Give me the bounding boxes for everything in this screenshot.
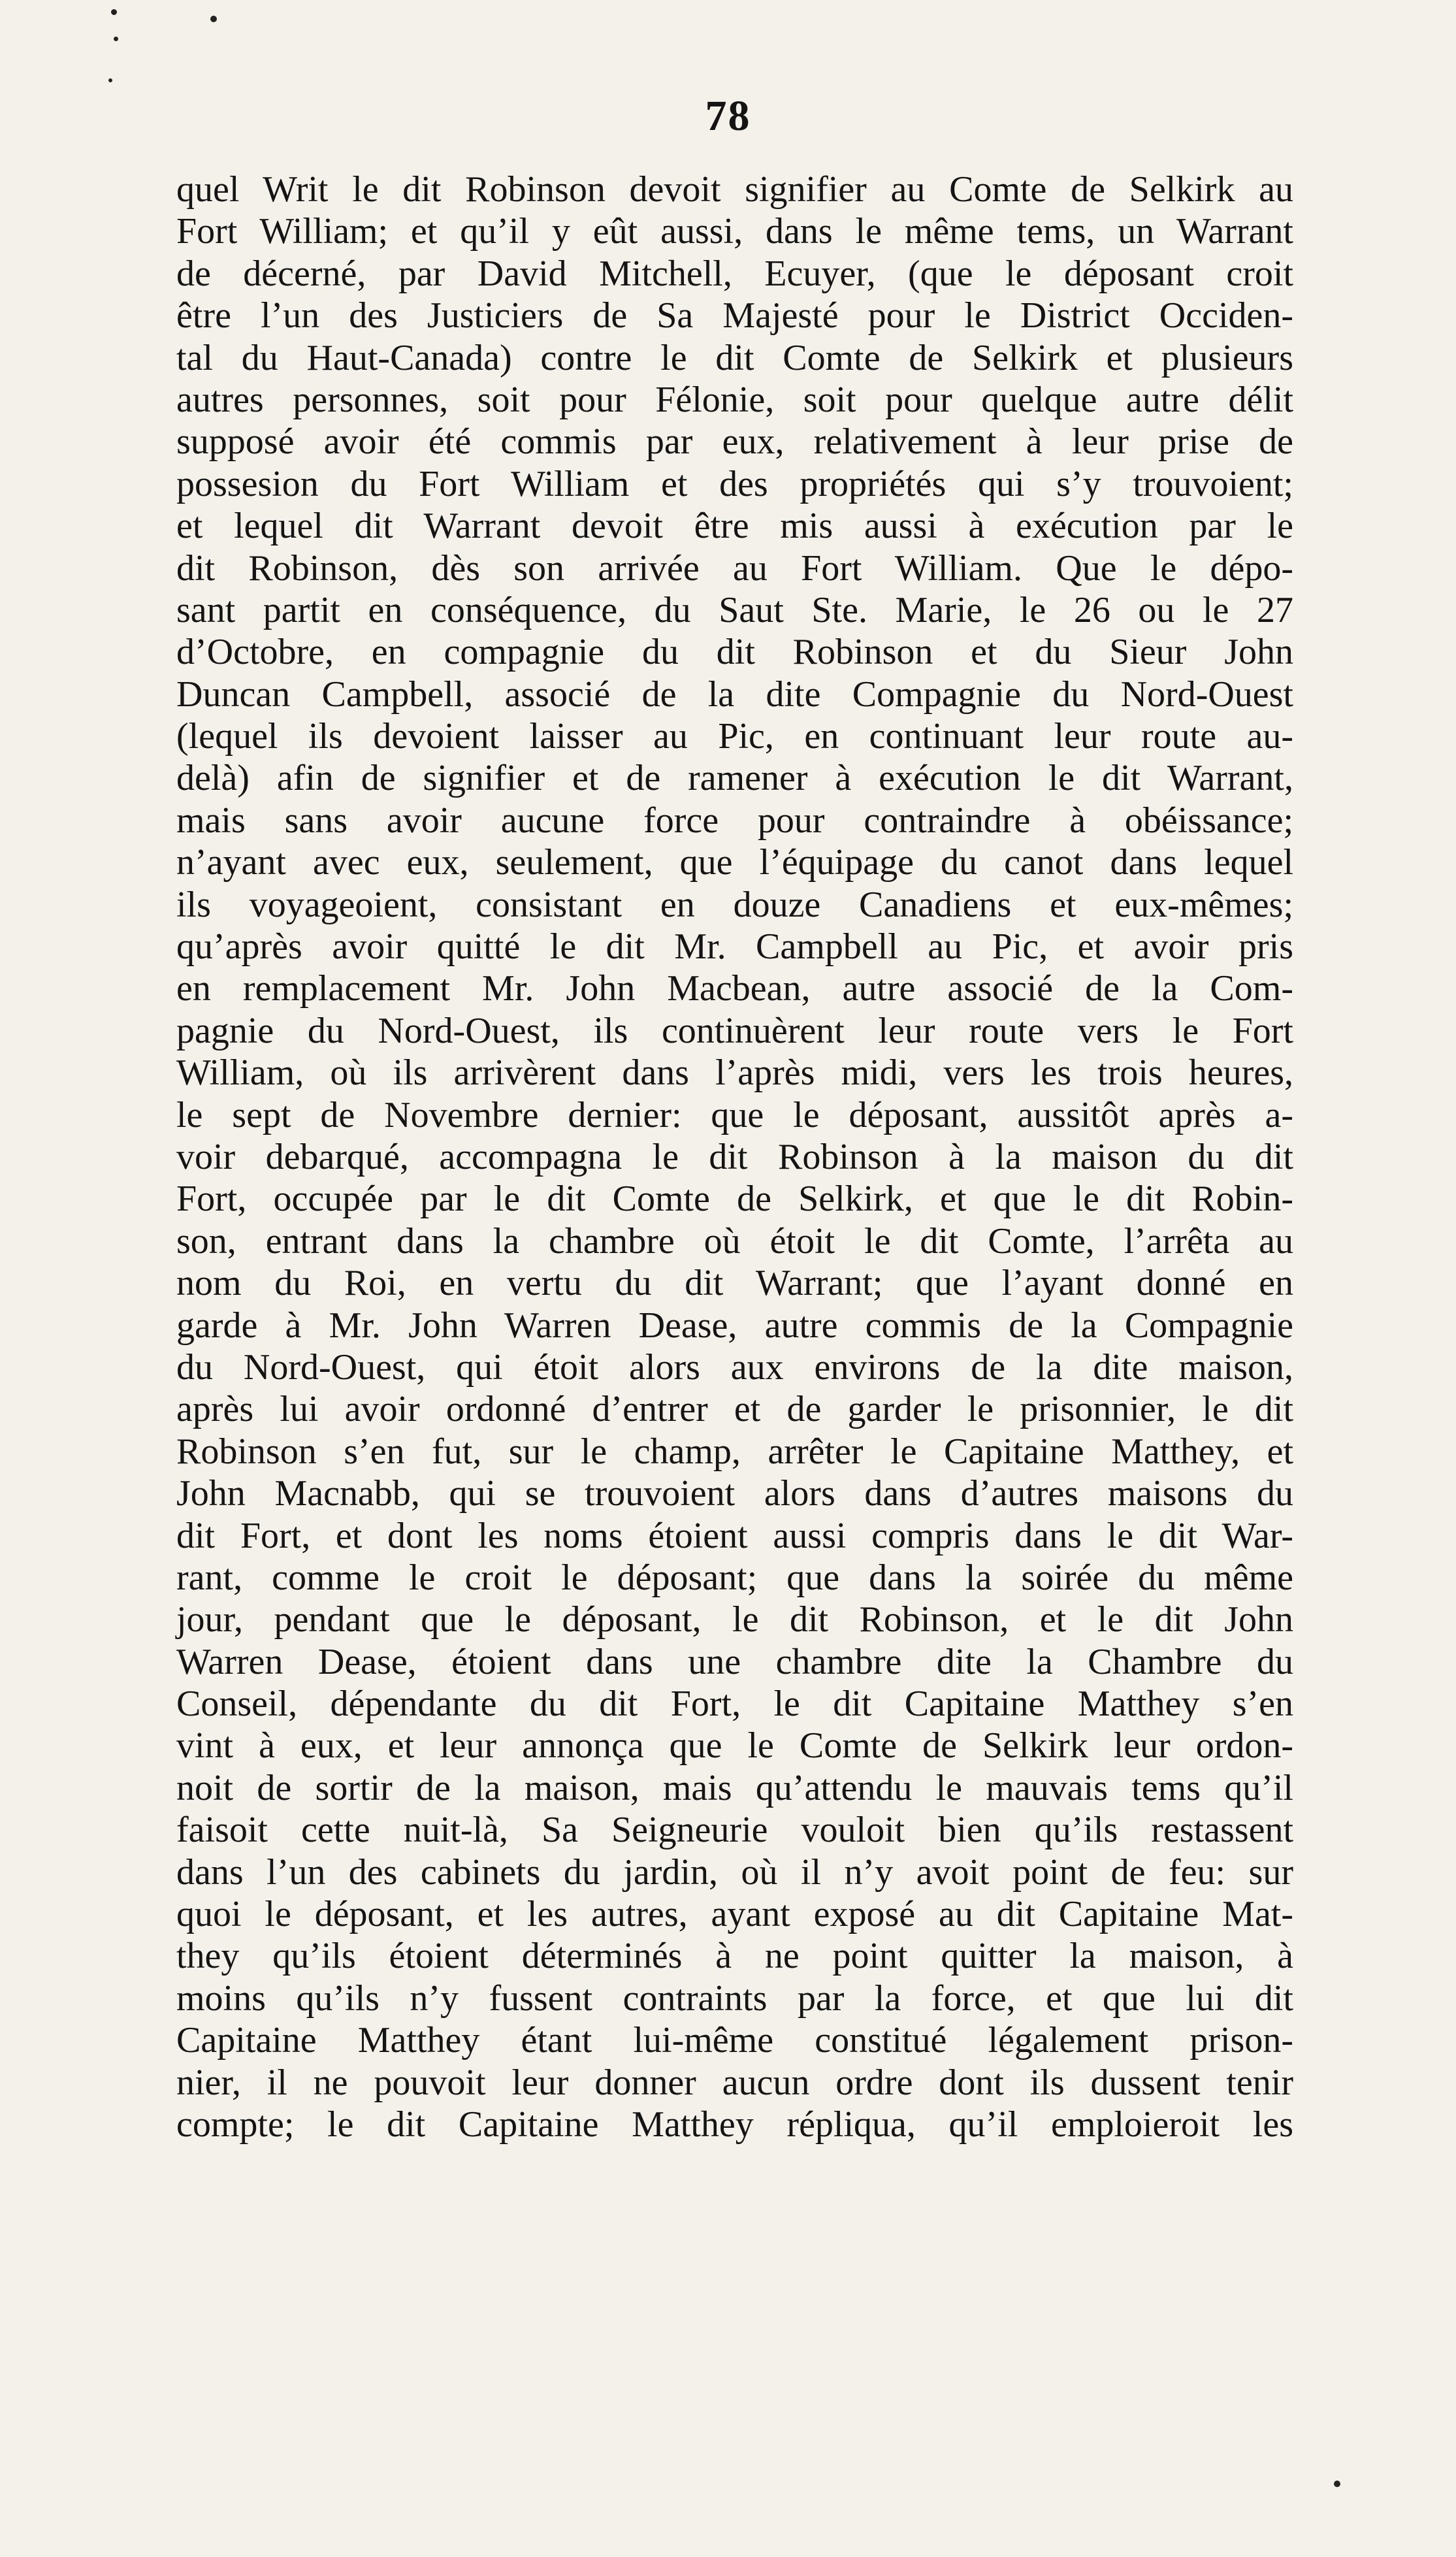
text-line: quoi le déposant, et les autres, ayant exposé au dit Capitaine Mat- (176, 1894, 1293, 1935)
text-line: autres personnes, soit pour Félonie, soit pour quelque autre délit (176, 379, 1293, 420)
ink-speck (108, 78, 112, 82)
text-line: du Nord-Ouest, qui étoit alors aux environs de la dite maison, (176, 1346, 1293, 1388)
text-line: Fort William; et qu’il y eût aussi, dans le même tems, un Warrant (176, 211, 1293, 252)
text-line: Warren Dease, étoient dans une chambre dite la Chambre du (176, 1641, 1293, 1682)
text-line: John Macnabb, qui se trouvoient alors dans d’autres maisons du (176, 1473, 1293, 1514)
text-line: dans l’un des cabinets du jardin, où il n’y avoit point de feu: sur (176, 1851, 1293, 1893)
text-line: they qu’ils étoient déterminés à ne point quitter la maison, à (176, 1936, 1293, 1977)
text-line: et lequel dit Warrant devoit être mis aussi à exécution par le (176, 506, 1293, 547)
text-line: d’Octobre, en compagnie du dit Robinson et du Sieur John (176, 632, 1293, 673)
text-line: rant, comme le croit le déposant; que dans la soirée du même (176, 1557, 1293, 1598)
text-line: qu’après avoir quitté le dit Mr. Campbell au Pic, et avoir pris (176, 926, 1293, 968)
text-line: être l’un des Justiciers de Sa Majesté pour le District Occiden- (176, 295, 1293, 336)
text-line: nom du Roi, en vertu du dit Warrant; que l’ayant donné en (176, 1263, 1293, 1304)
text-line: son, entrant dans la chambre où étoit le dit Comte, l’arrêta au (176, 1220, 1293, 1262)
text-line: Robinson s’en fut, sur le champ, arrêter le Capitaine Matthey, et (176, 1431, 1293, 1472)
text-line: dit Robinson, dès son arrivée au Fort William. Que le dépo- (176, 547, 1293, 589)
text-line: tal du Haut-Canada) contre le dit Comte de Selkirk et plusieurs (176, 337, 1293, 378)
text-line: delà) afin de signifier et de ramener à exécution le dit Warrant, (176, 758, 1293, 799)
text-line: quel Writ le dit Robinson devoit signifier au Comte de Selkirk au (176, 169, 1293, 210)
text-line: nier, il ne pouvoit leur donner aucun ordre dont ils dussent tenir (176, 2062, 1293, 2103)
text-line: pagnie du Nord-Ouest, ils continuèrent leur route vers le Fort (176, 1010, 1293, 1051)
text-line: ils voyageoient, consistant en douze Canadiens et eux-mêmes; (176, 884, 1293, 925)
text-line: possesion du Fort William et des propriétés qui s’y trouvoient; (176, 463, 1293, 504)
text-line: vint à eux, et leur annonça que le Comte de Selkirk leur ordon- (176, 1725, 1293, 1767)
text-line: jour, pendant que le déposant, le dit Robinson, et le dit John (176, 1599, 1293, 1640)
text-line: en remplacement Mr. John Macbean, autre associé de la Com- (176, 968, 1293, 1009)
text-line: mais sans avoir aucune force pour contraindre à obéissance; (176, 800, 1293, 841)
text-line: Fort, occupée par le dit Comte de Selkirk, et que le dit Robin- (176, 1179, 1293, 1220)
text-line: dit Fort, et dont les noms étoient aussi compris dans le dit War- (176, 1515, 1293, 1556)
text-line: compte; le dit Capitaine Matthey répliqua, qu’il emploieroit les (176, 2104, 1293, 2145)
ink-speck (114, 37, 118, 41)
body-text (176, 169, 1293, 2145)
text-line: William, où ils arrivèrent dans l’après midi, vers les trois heures, (176, 1052, 1293, 1094)
text-line: Duncan Campbell, associé de la dite Compagnie du Nord-Ouest (176, 674, 1293, 715)
text-line: faisoit cette nuit-là, Sa Seigneurie vouloit bien qu’ils restassent (176, 1810, 1293, 1851)
text-line: Capitaine Matthey étant lui-même constitué légalement prison- (176, 2020, 1293, 2061)
text-line: (lequel ils devoient laisser au Pic, en continuant leur route au- (176, 716, 1293, 757)
text-line: noit de sortir de la maison, mais qu’attendu le mauvais tems qu’il (176, 1767, 1293, 1808)
text-line: garde à Mr. John Warren Dease, autre commis de la Compagnie (176, 1305, 1293, 1346)
text-line: Conseil, dépendante du dit Fort, le dit Capitaine Matthey s’en (176, 1684, 1293, 1725)
text-line: supposé avoir été commis par eux, relativement à leur prise de (176, 421, 1293, 463)
text-line: n’ayant avec eux, seulement, que l’équipage du canot dans lequel (176, 842, 1293, 883)
ink-speck (111, 9, 117, 15)
text-line: de décerné, par David Mitchell, Ecuyer, (que le déposant croit (176, 253, 1293, 294)
text-line: sant partit en conséquence, du Saut Ste. Marie, le 26 ou le 27 (176, 589, 1293, 630)
text-line: après lui avoir ordonné d’entrer et de garder le prisonnier, le dit (176, 1389, 1293, 1430)
page-number: 78 (705, 92, 751, 140)
text-line: moins qu’ils n’y fussent contraints par la force, et que lui dit (176, 1978, 1293, 2019)
ink-speck (1334, 2481, 1340, 2487)
text-line: le sept de Novembre dernier: que le déposant, aussitôt après a- (176, 1094, 1293, 1135)
text-line: voir debarqué, accompagna le dit Robinson à la maison du dit (176, 1136, 1293, 1177)
ink-speck (210, 16, 217, 22)
